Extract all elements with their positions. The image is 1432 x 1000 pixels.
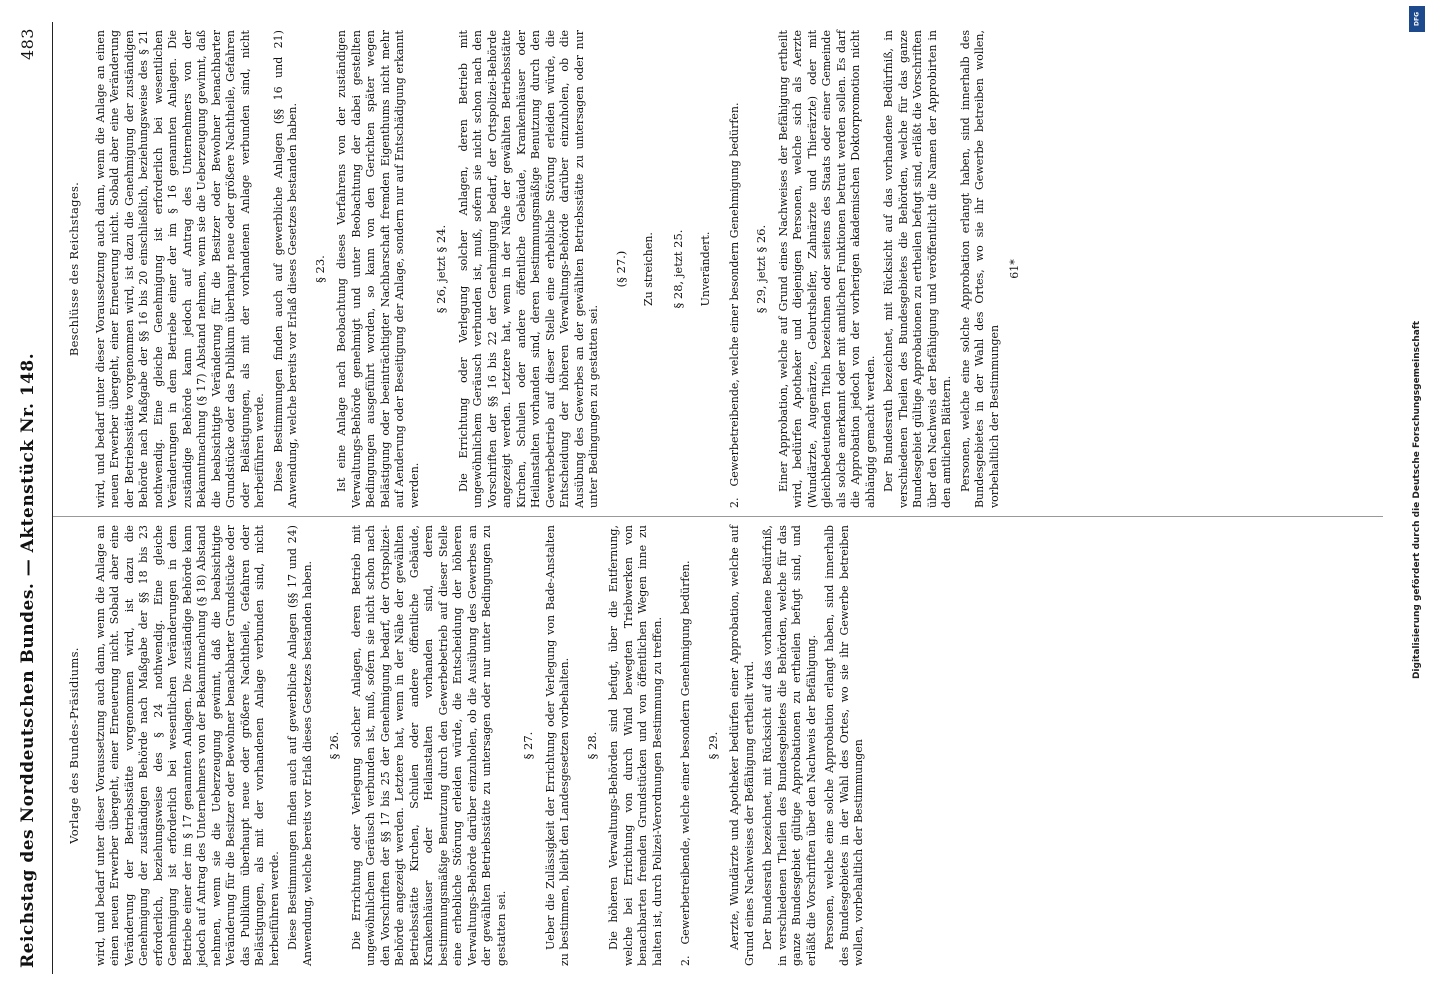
- item-number: 2.: [679, 955, 692, 966]
- paragraph: wird, und bedarf unter dieser Voraussetzung auch dann, wenn die Anlage an einen neuen Erwerber übergeht, einer Erneuerung nicht. Sobald aber eine Veränderung der Betriebsstätte vorgenommen wird, ist dazu die Genehmigung der zuständigen Behörde nach Maßgabe der §§ 16 bis 20 einschließlich, beziehungsweise des § 21 nothwendig. Eine gleiche Genehmigung ist erforderlich bei wesentlichen Veränderungen in dem Betriebe einer der im § 16 genannten Anlagen. Die zuständige Behörde kann jedoch auf Antrag des Unternehmers von der Bekanntmachung (§ 17) Abstand nehmen, wenn sie die Ueberzeugung gewinnt, daß die beabsichtigte Veränderung für die Besitzer oder Bewohner benachbarter Grundstücke oder das Publikum überhaupt neue oder größere Nachtheile, Gefahren oder Belästigungen, als mit der vorhandenen Anlage verbunden sind, nicht herbeiführen werde.: [93, 30, 266, 509]
- section-heading: § 28, jetzt 25.: [670, 229, 685, 309]
- left-column-heading: Vorlage des Bundes-Präsidiums.: [67, 647, 81, 844]
- funding-note-text: Digitalisierung gefördert durch die Deutsche Forschungsgemeinschaft: [1412, 320, 1422, 680]
- funding-note: [1402, 0, 1432, 1000]
- section-heading: § 23.: [312, 255, 327, 283]
- paragraph: Die höheren Verwaltungs-Behörden sind befugt, über die Entfernung, welche bei Errichtung von durch Wind bewegten Triebwerken von benachbarten fremden Grundstücken und von öffentlichen Wegen inne zu halten ist, durch Polizei-Verordnungen Bestimmung zu treffen.: [607, 525, 664, 966]
- paragraph: Aerzte, Wundärzte und Apotheker bedürfen einer Approbation, welche auf Grund eines Nachweises der Befähigung ertheilt wird.: [728, 525, 756, 966]
- columns: [53, 22, 1383, 974]
- section-heading: § 26.: [327, 731, 341, 760]
- paragraph: Die Errichtung oder Verlegung solcher Anlagen, deren Betrieb mit ungewöhnlichem Geräusch verbunden ist, muß, sofern sie nicht schon nach den Vorschriften der §§ 16 bis 22 der Genehmigung bedarf, der Ortspolizei-Behörde angezeigt werden. Letztere hat, wenn in der Nähe der gewählten Betriebsstätte Kirchen, Schulen oder andere öffentliche Gebäude, Krankenhäuser oder Heilanstalten vorhanden sind, deren bestimmungsmäßige Benutzung durch den Gewerbebetrieb auf dieser Stelle eine erhebliche Störung erleiden würde, die Entscheidung der höheren Verwaltungs-Behörde darüber einzuholen, ob die Ausübung des Gewerbes an der gewählten Betriebsstätte zu untersagen oder nur unter Bedingungen zu gestatten sei.: [456, 30, 600, 509]
- page-header: [18, 22, 53, 974]
- paragraph: Diese Bestimmungen finden auch auf gewerbliche Anlagen (§§ 16 und 21) Anwendung, welche bereits vor Erlaß dieses Gesetzes bestanden haben.: [271, 30, 299, 509]
- signature-mark: 61*: [1008, 259, 1021, 279]
- page-number: 483: [18, 28, 37, 61]
- section-heading: § 27.: [521, 731, 535, 760]
- paragraph: Ueber die Zulässigkeit der Errichtung oder Verlegung von Bade-Anstalten zu bestimmen, bleibt den Landesgesetzen vorbehalten.: [543, 525, 571, 966]
- item-text: Gewerbetreibende, welche einer besondern Genehmigung bedürfen.: [727, 102, 741, 487]
- section-heading: § 29, jetzt § 26.: [754, 224, 768, 314]
- section-heading: § 26, jetzt § 24.: [434, 224, 448, 314]
- paragraph: Der Bundesrath bezeichnet, mit Rücksicht auf das vorhandene Bedürfniß, in verschiedenen Theilen des Bundesgebietes die Behörden, welche für das ganze Bundesgebiet gültige Approbationen zu ertheilen befugt sind, und erläßt die Vorschriften über den Nachweis der Befähigung.: [761, 525, 818, 966]
- paragraph: Die Errichtung oder Verlegung solcher Anlagen, deren Betrieb mit ungewöhnlichem Geräusch verbunden ist, muß, sofern sie nicht schon nach den Vorschriften der §§ 17 bis 25 der Genehmigung bedarf, der Ortspolizei-Behörde angezeigt werden. Letztere hat, wenn in der Nähe der gewählten Betriebsstätte Kirchen, Schulen oder andere öffentliche Gebäude, Krankenhäuser oder Heilanstalten vorhanden sind, deren bestimmungsmäßige Benutzung durch den Gewerbebetrieb auf dieser Stelle eine erhebliche Störung erleiden würde, die Entscheidung der höheren Verwaltungs-Behörde darüber einzuholen, ob die Ausübung des Gewerbes an der gewählten Betriebsstätte zu untersagen oder nur unter Bedingungen zu gestatten sei.: [349, 525, 508, 966]
- section-heading: § 29.: [705, 731, 720, 760]
- numbered-heading: [679, 525, 694, 966]
- paragraph: Personen, welche eine solche Approbation erlangt haben, sind innerhalb des Bundesgebietes in der Wahl des Ortes, wo sie ihr Gewerbe betreiben wollen, vorbehaltlich der Bestimmungen: [958, 30, 1001, 509]
- left-column: [53, 517, 1383, 974]
- note-zu-streichen: Zu streichen.: [642, 232, 655, 306]
- section-heading: (§ 27.): [613, 250, 628, 288]
- section-heading: § 28.: [584, 731, 599, 760]
- dfg-logo: DFG: [1409, 6, 1425, 32]
- paragraph: Diese Bestimmungen finden auch auf gewerbliche Anlagen (§§ 17 und 24) Anwendung, welche bereits vor Erlaß dieses Gesetzes bestanden haben.: [286, 525, 314, 966]
- item-number: 2.: [727, 497, 741, 509]
- funding-note-text-wrap: [1412, 321, 1422, 679]
- paragraph: wird, und bedarf unter dieser Voraussetzung auch dann, wenn die Anlage an einen neuen Erwerber übergeht, einer Erneuerung nicht. Sobald aber eine Veränderung der Betriebsstätte vorgenommen wird, ist dazu die Genehmigung der zuständigen Behörde nach Maßgabe der §§ 18 bis 23 erforderlich, beziehungsweise des § 24 nothwendig. Eine gleiche Genehmigung ist erforderlich bei wesentlichen Veränderungen in dem Betriebe einer der im § 17 genannten Anlagen. Die zuständige Behörde kann jedoch auf Antrag des Unternehmers von der Bekanntmachung (§ 18) Abstand nehmen, wenn sie die Ueberzeugung gewinnt, daß die beabsichtigte Veränderung für die Besitzer oder Bewohner benachbarter Grundstücke oder das Publikum überhaupt neue oder größere Nachtheile, Gefahren oder Belästigungen, als mit der vorhandenen Anlage verbunden sind, nicht herbeiführen werde.: [93, 525, 281, 966]
- item-text: Gewerbetreibende, welche einer besondern Genehmigung bedürfen.: [679, 560, 692, 945]
- numbered-heading: [728, 30, 743, 508]
- page-title: Reichstag des Norddeutschen Bundes. — Aktenstück Nr. 148.: [18, 352, 38, 968]
- note-unveraendert: Unverändert.: [699, 231, 712, 307]
- paragraph: Einer Approbation, welche auf Grund eines Nachweises der Befähigung ertheilt wird, bedürfen Apotheker und diejenigen Personen, welche sich als Aerzte (Wundärzte, Augenärzte, Geburtshelfer, Zahnärzte und Thierärzte) oder mit gleichbedeutenden Titeln bezeichnen oder seitens des Staats oder einer Gemeinde als solche anerkannt oder mit amtlichen Funktionen betraut werden sollen. Es darf die Approbation jedoch von der vorherigen akademischen Doktorpromotion nicht abhängig gemacht werden.: [776, 30, 877, 509]
- right-column: [53, 22, 1383, 517]
- paragraph: Personen, welche eine solche Approbation erlangt haben, sind innerhalb des Bundesgebietes in der Wahl des Ortes, wo sie ihr Gewerbe betreiben wollen, vorbehaltlich der Bestimmungen: [823, 525, 865, 966]
- paragraph: Der Bundesrath bezeichnet, mit Rücksicht auf das vorhandene Bedürfniß, in verschiedenen Theilen des Bundesgebietes die Behörden, welche für das ganze Bundesgebiet gültige Approbationen zu ertheilen befugt sind, erläßt die Vorschriften über den Nachweis der Befähigung und veröffentlicht die Namen der Approbirten in den amtlichen Blättern.: [882, 30, 953, 509]
- paragraph: Ist eine Anlage nach Beobachtung dieses Verfahrens von der zuständigen Verwaltungs-Behörde genehmigt und unter Beobachtung der dabei gestellten Bedingungen ausgeführt worden, so kann von den Gerichten später wegen Belästigung oder beeinträchtigter Nachbarschaft fremden Eigenthums nicht mehr auf Aenderung oder Beseitigung der Anlage, sondern nur auf Entschädigung erkannt werden.: [335, 30, 421, 509]
- right-column-heading: Beschlüsse des Reichstages.: [67, 181, 81, 357]
